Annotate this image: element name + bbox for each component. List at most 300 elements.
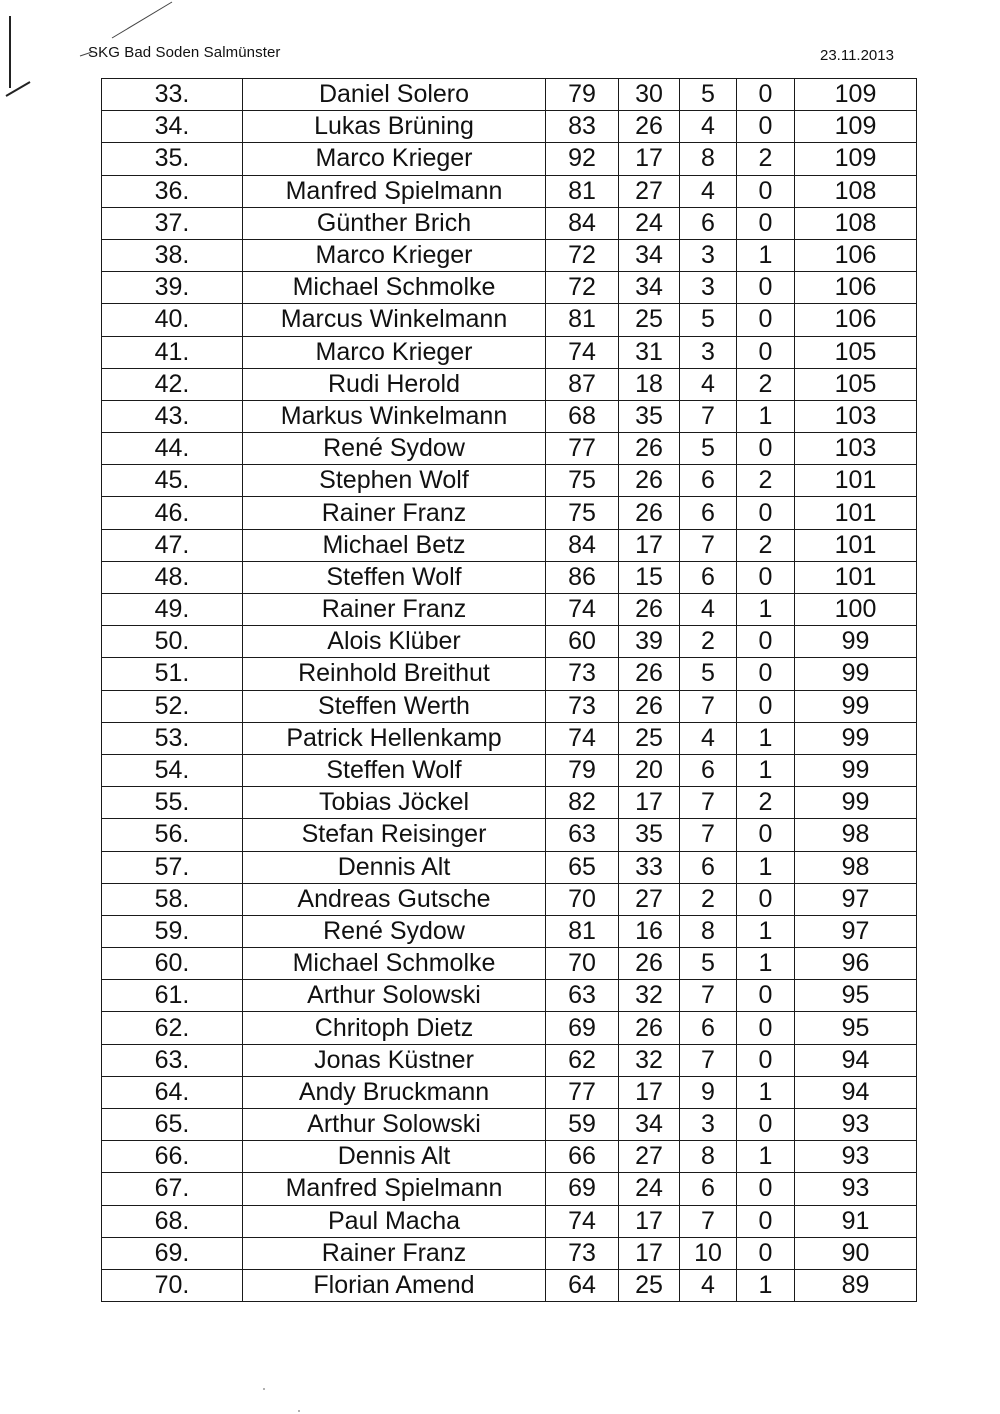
score-cell-1: 59 [546, 1109, 619, 1141]
rank-cell: 62. [102, 1012, 243, 1044]
total-cell: 93 [795, 1173, 917, 1205]
score-cell-4: 1 [737, 948, 795, 980]
score-cell-2: 15 [619, 561, 680, 593]
rank-cell: 41. [102, 336, 243, 368]
total-cell: 99 [795, 722, 917, 754]
score-cell-4: 0 [737, 1012, 795, 1044]
name-cell: Arthur Solowski [243, 980, 546, 1012]
rank-cell: 61. [102, 980, 243, 1012]
score-cell-2: 18 [619, 368, 680, 400]
score-cell-2: 31 [619, 336, 680, 368]
total-cell: 106 [795, 239, 917, 271]
table-row [102, 400, 917, 432]
score-cell-4: 0 [737, 626, 795, 658]
rank-cell: 47. [102, 529, 243, 561]
name-cell: Reinhold Breithut [243, 658, 546, 690]
score-cell-1: 70 [546, 948, 619, 980]
score-cell-1: 63 [546, 819, 619, 851]
score-cell-2: 25 [619, 722, 680, 754]
total-cell: 95 [795, 1012, 917, 1044]
score-cell-4: 1 [737, 400, 795, 432]
score-cell-2: 17 [619, 143, 680, 175]
name-cell: Jonas Küstner [243, 1044, 546, 1076]
score-cell-4: 0 [737, 79, 795, 111]
name-cell: Marco Krieger [243, 143, 546, 175]
score-cell-2: 17 [619, 1205, 680, 1237]
scan-speck [298, 1410, 300, 1412]
name-cell: Michael Betz [243, 529, 546, 561]
score-cell-1: 68 [546, 400, 619, 432]
score-cell-3: 7 [680, 980, 737, 1012]
name-cell: Manfred Spielmann [243, 175, 546, 207]
rank-cell: 69. [102, 1237, 243, 1269]
name-cell: Patrick Hellenkamp [243, 722, 546, 754]
score-cell-1: 73 [546, 658, 619, 690]
table-row [102, 497, 917, 529]
name-cell: Alois Klüber [243, 626, 546, 658]
total-cell: 108 [795, 175, 917, 207]
name-cell: Dennis Alt [243, 851, 546, 883]
score-cell-3: 2 [680, 883, 737, 915]
score-cell-1: 69 [546, 1173, 619, 1205]
table-row [102, 787, 917, 819]
score-cell-4: 1 [737, 1269, 795, 1301]
rank-cell: 56. [102, 819, 243, 851]
score-cell-3: 7 [680, 1044, 737, 1076]
table-row [102, 79, 917, 111]
score-cell-3: 10 [680, 1237, 737, 1269]
total-cell: 99 [795, 658, 917, 690]
rank-cell: 60. [102, 948, 243, 980]
scan-speck [263, 1388, 265, 1390]
score-cell-2: 25 [619, 1269, 680, 1301]
score-cell-1: 87 [546, 368, 619, 400]
rank-cell: 59. [102, 915, 243, 947]
table-row [102, 658, 917, 690]
rank-cell: 43. [102, 400, 243, 432]
score-cell-4: 0 [737, 1205, 795, 1237]
score-cell-3: 6 [680, 754, 737, 786]
score-cell-4: 0 [737, 690, 795, 722]
score-cell-3: 6 [680, 465, 737, 497]
score-cell-3: 3 [680, 272, 737, 304]
score-cell-3: 5 [680, 433, 737, 465]
score-cell-4: 0 [737, 819, 795, 851]
score-cell-3: 8 [680, 915, 737, 947]
rank-cell: 67. [102, 1173, 243, 1205]
total-cell: 103 [795, 400, 917, 432]
name-cell: Rainer Franz [243, 594, 546, 626]
score-cell-4: 0 [737, 1173, 795, 1205]
rank-cell: 40. [102, 304, 243, 336]
score-cell-1: 65 [546, 851, 619, 883]
score-cell-4: 1 [737, 722, 795, 754]
club-name: SKG Bad Soden Salmünster [88, 44, 281, 61]
score-cell-1: 60 [546, 626, 619, 658]
total-cell: 109 [795, 111, 917, 143]
score-cell-1: 81 [546, 175, 619, 207]
table-row [102, 1237, 917, 1269]
rank-cell: 55. [102, 787, 243, 819]
score-cell-4: 2 [737, 368, 795, 400]
score-cell-4: 2 [737, 465, 795, 497]
score-cell-1: 86 [546, 561, 619, 593]
rank-cell: 35. [102, 143, 243, 175]
rank-cell: 33. [102, 79, 243, 111]
score-cell-1: 72 [546, 239, 619, 271]
score-cell-4: 0 [737, 980, 795, 1012]
score-cell-3: 6 [680, 1012, 737, 1044]
rank-cell: 58. [102, 883, 243, 915]
score-cell-2: 27 [619, 175, 680, 207]
score-cell-3: 6 [680, 851, 737, 883]
total-cell: 105 [795, 336, 917, 368]
total-cell: 93 [795, 1109, 917, 1141]
total-cell: 98 [795, 819, 917, 851]
score-cell-4: 0 [737, 883, 795, 915]
score-cell-4: 0 [737, 336, 795, 368]
table-row [102, 1076, 917, 1108]
table-row [102, 915, 917, 947]
score-cell-3: 7 [680, 400, 737, 432]
total-cell: 91 [795, 1205, 917, 1237]
score-cell-2: 26 [619, 433, 680, 465]
score-cell-3: 5 [680, 79, 737, 111]
score-cell-4: 2 [737, 529, 795, 561]
total-cell: 98 [795, 851, 917, 883]
table-row [102, 368, 917, 400]
rank-cell: 54. [102, 754, 243, 786]
score-cell-1: 66 [546, 1141, 619, 1173]
rank-cell: 70. [102, 1269, 243, 1301]
name-cell: Günther Brich [243, 207, 546, 239]
score-cell-3: 7 [680, 529, 737, 561]
score-cell-1: 75 [546, 497, 619, 529]
table-row [102, 336, 917, 368]
score-cell-3: 4 [680, 175, 737, 207]
table-row [102, 1205, 917, 1237]
score-cell-3: 6 [680, 1173, 737, 1205]
total-cell: 109 [795, 143, 917, 175]
score-cell-2: 35 [619, 819, 680, 851]
rank-cell: 64. [102, 1076, 243, 1108]
table-row [102, 883, 917, 915]
total-cell: 106 [795, 304, 917, 336]
score-cell-1: 74 [546, 1205, 619, 1237]
score-cell-4: 0 [737, 1044, 795, 1076]
total-cell: 94 [795, 1076, 917, 1108]
rank-cell: 44. [102, 433, 243, 465]
rank-cell: 65. [102, 1109, 243, 1141]
score-cell-2: 27 [619, 1141, 680, 1173]
score-cell-1: 73 [546, 690, 619, 722]
name-cell: Markus Winkelmann [243, 400, 546, 432]
score-cell-2: 17 [619, 529, 680, 561]
score-cell-3: 7 [680, 819, 737, 851]
rank-cell: 48. [102, 561, 243, 593]
total-cell: 93 [795, 1141, 917, 1173]
score-cell-4: 2 [737, 143, 795, 175]
score-cell-3: 8 [680, 143, 737, 175]
score-cell-4: 1 [737, 1076, 795, 1108]
total-cell: 95 [795, 980, 917, 1012]
rank-cell: 45. [102, 465, 243, 497]
score-cell-1: 75 [546, 465, 619, 497]
table-row [102, 239, 917, 271]
score-cell-2: 17 [619, 1076, 680, 1108]
results-table-body [102, 79, 917, 1302]
score-cell-2: 26 [619, 1012, 680, 1044]
rank-cell: 68. [102, 1205, 243, 1237]
score-cell-3: 7 [680, 1205, 737, 1237]
total-cell: 101 [795, 561, 917, 593]
table-row [102, 980, 917, 1012]
score-cell-4: 0 [737, 207, 795, 239]
table-row [102, 948, 917, 980]
score-cell-2: 32 [619, 980, 680, 1012]
score-cell-4: 1 [737, 915, 795, 947]
score-cell-4: 0 [737, 272, 795, 304]
total-cell: 96 [795, 948, 917, 980]
rank-cell: 36. [102, 175, 243, 207]
table-row [102, 529, 917, 561]
score-cell-2: 30 [619, 79, 680, 111]
score-cell-4: 0 [737, 433, 795, 465]
score-cell-2: 39 [619, 626, 680, 658]
name-cell: Rainer Franz [243, 1237, 546, 1269]
score-cell-2: 26 [619, 594, 680, 626]
score-cell-3: 7 [680, 787, 737, 819]
results-table [101, 78, 917, 1302]
total-cell: 103 [795, 433, 917, 465]
rank-cell: 39. [102, 272, 243, 304]
score-cell-3: 6 [680, 561, 737, 593]
score-cell-3: 3 [680, 336, 737, 368]
score-cell-1: 82 [546, 787, 619, 819]
score-cell-1: 69 [546, 1012, 619, 1044]
name-cell: Daniel Solero [243, 79, 546, 111]
name-cell: René Sydow [243, 915, 546, 947]
name-cell: Steffen Wolf [243, 561, 546, 593]
score-cell-2: 34 [619, 272, 680, 304]
table-row [102, 851, 917, 883]
score-cell-3: 6 [680, 497, 737, 529]
score-cell-4: 0 [737, 1109, 795, 1141]
score-cell-3: 5 [680, 948, 737, 980]
score-cell-3: 2 [680, 626, 737, 658]
name-cell: Arthur Solowski [243, 1109, 546, 1141]
table-row [102, 207, 917, 239]
score-cell-4: 1 [737, 594, 795, 626]
score-cell-1: 70 [546, 883, 619, 915]
name-cell: Chritoph Dietz [243, 1012, 546, 1044]
score-cell-1: 81 [546, 304, 619, 336]
table-row [102, 1141, 917, 1173]
name-cell: Rudi Herold [243, 368, 546, 400]
score-cell-3: 6 [680, 207, 737, 239]
name-cell: Dennis Alt [243, 1141, 546, 1173]
name-cell: Stephen Wolf [243, 465, 546, 497]
table-row [102, 111, 917, 143]
rank-cell: 57. [102, 851, 243, 883]
score-cell-1: 74 [546, 336, 619, 368]
score-cell-1: 92 [546, 143, 619, 175]
total-cell: 101 [795, 529, 917, 561]
score-cell-4: 0 [737, 658, 795, 690]
score-cell-3: 4 [680, 1269, 737, 1301]
name-cell: Marco Krieger [243, 239, 546, 271]
score-cell-2: 20 [619, 754, 680, 786]
score-cell-2: 35 [619, 400, 680, 432]
score-cell-2: 26 [619, 690, 680, 722]
score-cell-4: 0 [737, 1237, 795, 1269]
table-row [102, 1044, 917, 1076]
table-row [102, 561, 917, 593]
name-cell: Rainer Franz [243, 497, 546, 529]
score-cell-1: 62 [546, 1044, 619, 1076]
rank-cell: 49. [102, 594, 243, 626]
name-cell: Paul Macha [243, 1205, 546, 1237]
name-cell: Steffen Werth [243, 690, 546, 722]
total-cell: 106 [795, 272, 917, 304]
table-row [102, 1269, 917, 1301]
name-cell: Andy Bruckmann [243, 1076, 546, 1108]
score-cell-2: 17 [619, 787, 680, 819]
name-cell: Marcus Winkelmann [243, 304, 546, 336]
table-row [102, 433, 917, 465]
total-cell: 99 [795, 787, 917, 819]
score-cell-1: 63 [546, 980, 619, 1012]
table-row [102, 594, 917, 626]
rank-cell: 53. [102, 722, 243, 754]
total-cell: 89 [795, 1269, 917, 1301]
name-cell: Tobias Jöckel [243, 787, 546, 819]
name-cell: Michael Schmolke [243, 272, 546, 304]
score-cell-3: 9 [680, 1076, 737, 1108]
rank-cell: 66. [102, 1141, 243, 1173]
score-cell-4: 0 [737, 304, 795, 336]
total-cell: 97 [795, 915, 917, 947]
score-cell-3: 7 [680, 690, 737, 722]
score-cell-3: 3 [680, 239, 737, 271]
score-cell-1: 84 [546, 529, 619, 561]
table-row [102, 819, 917, 851]
total-cell: 99 [795, 626, 917, 658]
score-cell-1: 83 [546, 111, 619, 143]
total-cell: 109 [795, 79, 917, 111]
score-cell-1: 81 [546, 915, 619, 947]
score-cell-2: 24 [619, 1173, 680, 1205]
score-cell-3: 4 [680, 722, 737, 754]
total-cell: 105 [795, 368, 917, 400]
name-cell: Marco Krieger [243, 336, 546, 368]
name-cell: Lukas Brüning [243, 111, 546, 143]
score-cell-1: 77 [546, 433, 619, 465]
score-cell-4: 1 [737, 239, 795, 271]
score-cell-2: 26 [619, 465, 680, 497]
name-cell: René Sydow [243, 433, 546, 465]
score-cell-2: 33 [619, 851, 680, 883]
rank-cell: 50. [102, 626, 243, 658]
score-cell-4: 0 [737, 175, 795, 207]
score-cell-1: 77 [546, 1076, 619, 1108]
score-cell-4: 0 [737, 111, 795, 143]
score-cell-2: 26 [619, 658, 680, 690]
rank-cell: 51. [102, 658, 243, 690]
score-cell-1: 79 [546, 754, 619, 786]
score-cell-4: 1 [737, 1141, 795, 1173]
document-date: 23.11.2013 [820, 47, 894, 64]
score-cell-4: 2 [737, 787, 795, 819]
total-cell: 97 [795, 883, 917, 915]
table-row [102, 304, 917, 336]
score-cell-1: 64 [546, 1269, 619, 1301]
score-cell-2: 26 [619, 497, 680, 529]
table-row [102, 272, 917, 304]
score-cell-1: 79 [546, 79, 619, 111]
score-cell-2: 34 [619, 1109, 680, 1141]
score-cell-3: 8 [680, 1141, 737, 1173]
total-cell: 101 [795, 465, 917, 497]
total-cell: 108 [795, 207, 917, 239]
table-row [102, 143, 917, 175]
rank-cell: 46. [102, 497, 243, 529]
table-row [102, 722, 917, 754]
score-cell-4: 1 [737, 851, 795, 883]
table-row [102, 1109, 917, 1141]
rank-cell: 42. [102, 368, 243, 400]
score-cell-1: 84 [546, 207, 619, 239]
total-cell: 99 [795, 690, 917, 722]
table-row [102, 626, 917, 658]
score-cell-2: 24 [619, 207, 680, 239]
rank-cell: 37. [102, 207, 243, 239]
score-cell-4: 0 [737, 497, 795, 529]
score-cell-1: 72 [546, 272, 619, 304]
score-cell-2: 25 [619, 304, 680, 336]
name-cell: Manfred Spielmann [243, 1173, 546, 1205]
total-cell: 99 [795, 754, 917, 786]
score-cell-4: 1 [737, 754, 795, 786]
table-row [102, 1012, 917, 1044]
score-cell-1: 74 [546, 722, 619, 754]
score-cell-3: 5 [680, 658, 737, 690]
score-cell-1: 73 [546, 1237, 619, 1269]
score-cell-2: 26 [619, 111, 680, 143]
table-row [102, 465, 917, 497]
table-row [102, 754, 917, 786]
table-row [102, 175, 917, 207]
total-cell: 94 [795, 1044, 917, 1076]
score-cell-4: 0 [737, 561, 795, 593]
name-cell: Stefan Reisinger [243, 819, 546, 851]
score-cell-3: 4 [680, 594, 737, 626]
score-cell-2: 34 [619, 239, 680, 271]
total-cell: 100 [795, 594, 917, 626]
name-cell: Andreas Gutsche [243, 883, 546, 915]
total-cell: 101 [795, 497, 917, 529]
name-cell: Steffen Wolf [243, 754, 546, 786]
score-cell-2: 27 [619, 883, 680, 915]
name-cell: Florian Amend [243, 1269, 546, 1301]
score-cell-3: 4 [680, 111, 737, 143]
rank-cell: 34. [102, 111, 243, 143]
table-row [102, 1173, 917, 1205]
table-row [102, 690, 917, 722]
score-cell-2: 32 [619, 1044, 680, 1076]
score-cell-3: 3 [680, 1109, 737, 1141]
score-cell-2: 26 [619, 948, 680, 980]
